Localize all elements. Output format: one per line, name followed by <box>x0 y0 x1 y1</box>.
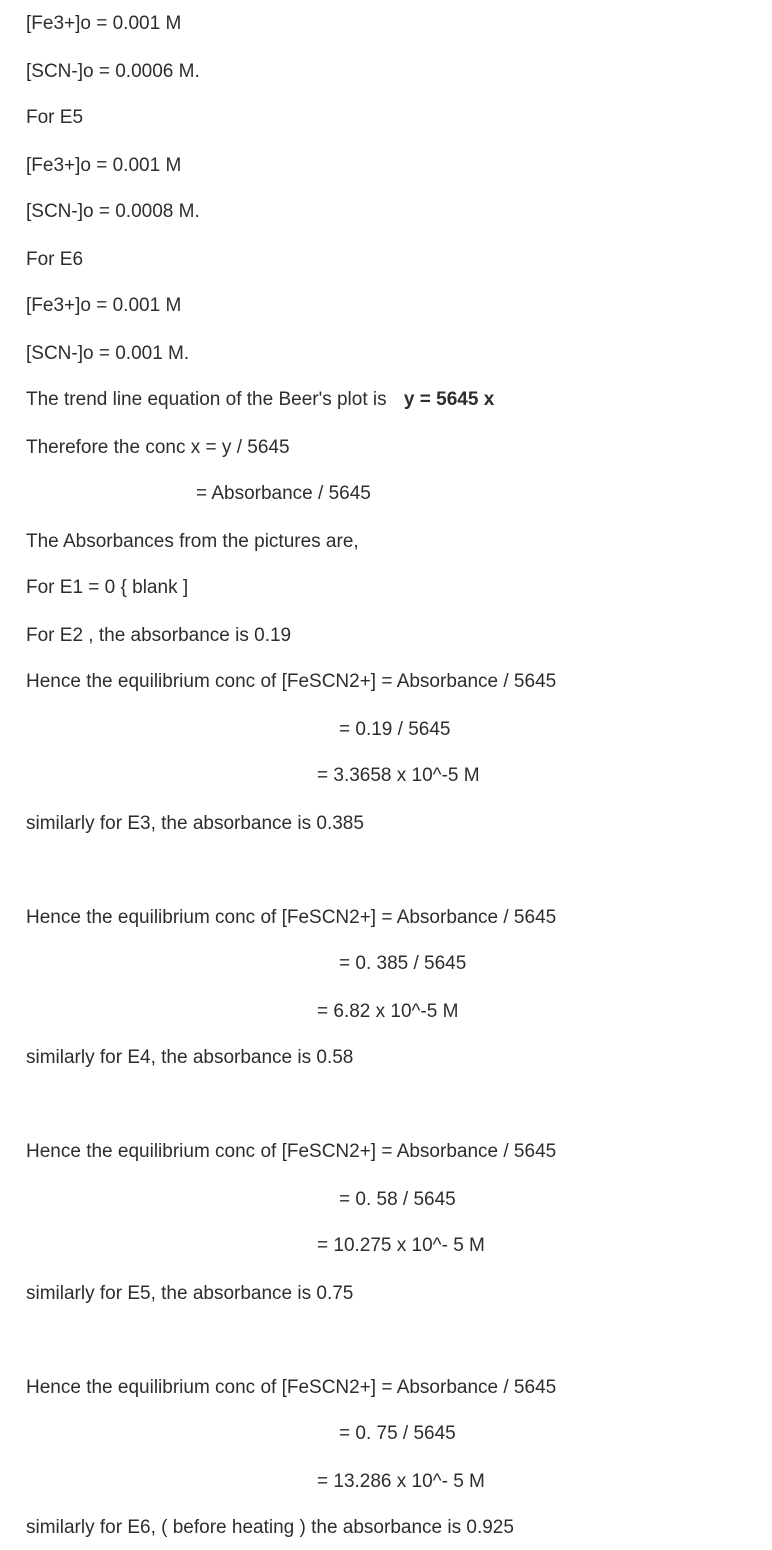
e6-absorbance: similarly for E6, ( before heating ) the absorbance is 0.925 <box>26 1517 514 1538</box>
fe3-initial-conc-e4: [Fe3+]o = 0.001 M <box>26 13 182 34</box>
trendline-equation: y = 5645 x <box>403 389 495 410</box>
e4-absorbance: similarly for E4, the absorbance is 0.58 <box>26 1047 354 1068</box>
e3-calculation: = 0. 385 / 5645 <box>339 953 467 974</box>
e3-absorbance: similarly for E3, the absorbance is 0.385 <box>26 813 364 834</box>
e2-result: = 3.3658 x 10^-5 M <box>317 765 480 786</box>
e1-absorbance: For E1 = 0 { blank ] <box>26 577 189 598</box>
e5-calculation: = 0. 75 / 5645 <box>339 1423 456 1444</box>
e3-equilibrium-formula: Hence the equilibrium conc of [FeSCN2+] = Absorbance / 5645 <box>26 907 557 928</box>
e5-result: = 13.286 x 10^- 5 M <box>317 1471 485 1492</box>
e2-calculation: = 0.19 / 5645 <box>339 719 451 740</box>
fe3-initial-conc-e5: [Fe3+]o = 0.001 M <box>26 155 182 176</box>
heading-e5: For E5 <box>26 107 84 128</box>
e5-equilibrium-formula: Hence the equilibrium conc of [FeSCN2+] = Absorbance / 5645 <box>26 1377 557 1398</box>
conc-formula: Therefore the conc x = y / 5645 <box>26 437 290 458</box>
e4-calculation: = 0. 58 / 5645 <box>339 1189 456 1210</box>
heading-e6: For E6 <box>26 249 84 270</box>
trendline-sentence <box>26 388 494 412</box>
e5-absorbance: similarly for E5, the absorbance is 0.75 <box>26 1283 354 1304</box>
trendline-intro-text: The trend line equation of the Beer's plot is <box>26 389 387 410</box>
e4-result: = 10.275 x 10^- 5 M <box>317 1235 485 1256</box>
scn-initial-conc-e5: [SCN-]o = 0.0008 M. <box>26 201 200 222</box>
scn-initial-conc-e6: [SCN-]o = 0.001 M. <box>26 343 190 364</box>
e4-equilibrium-formula: Hence the equilibrium conc of [FeSCN2+] = Absorbance / 5645 <box>26 1141 557 1162</box>
e3-result: = 6.82 x 10^-5 M <box>317 1001 459 1022</box>
e2-equilibrium-formula: Hence the equilibrium conc of [FeSCN2+] = Absorbance / 5645 <box>26 671 557 692</box>
fe3-initial-conc-e6: [Fe3+]o = 0.001 M <box>26 295 182 316</box>
conc-formula-absorbance: = Absorbance / 5645 <box>196 483 371 504</box>
scn-initial-conc-e4: [SCN-]o = 0.0006 M. <box>26 61 200 82</box>
e2-absorbance: For E2 , the absorbance is 0.19 <box>26 625 292 646</box>
absorbances-intro: The Absorbances from the pictures are, <box>26 531 359 552</box>
